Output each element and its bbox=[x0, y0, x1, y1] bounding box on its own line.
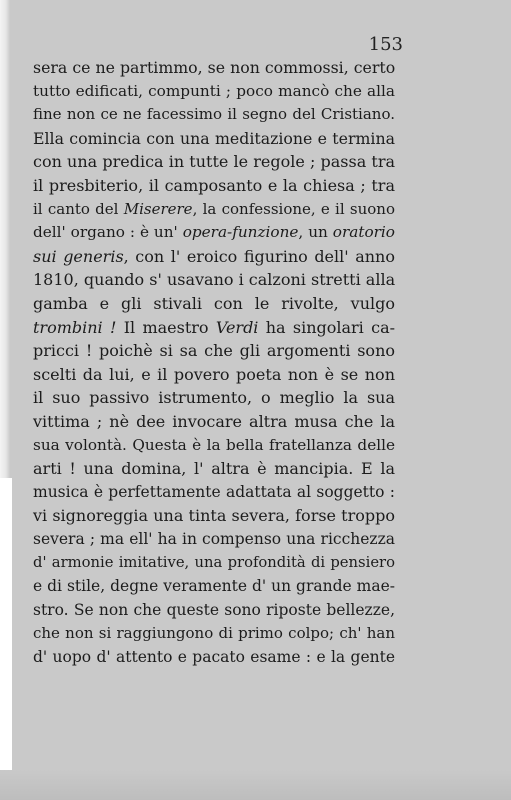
text-line: il presbiterio, il camposanto e la chiesa ; tra bbox=[33, 175, 395, 195]
text-line: sera ce ne partimmo, se non commossi, certo bbox=[33, 58, 396, 77]
text-line: trombini ! Il maestro Verdi ha singolari ca- bbox=[33, 317, 396, 337]
body-text bbox=[33, 56, 395, 669]
text-line: dell' organo : è un' opera-funzione, un oratorio bbox=[33, 223, 395, 242]
text-line: 1810, quando s' usavano i calzoni stretti alla bbox=[33, 270, 396, 290]
text-line: fine non ce ne facessimo il segno del Cristiano. bbox=[33, 105, 395, 124]
text-line: d' armonie imitative, una profondità di pensiero bbox=[33, 554, 395, 572]
text-line: sui generis, con l' eroico figurino dell' anno bbox=[33, 246, 395, 266]
text-line: Ella comincia con una meditazione e termina bbox=[33, 128, 395, 148]
text-line: sua volontà. Questa è la bella fratellanza delle bbox=[33, 435, 395, 454]
bottom-edge-shadow bbox=[0, 770, 511, 800]
left-edge-gap bbox=[0, 478, 12, 800]
text-line: pricci ! poichè si sa che gli argomenti sono bbox=[33, 341, 395, 361]
text-line: d' uopo d' attento e pacato esame : e la gente bbox=[33, 647, 395, 666]
text-line: tutto edificati, compunti ; poco mancò che alla bbox=[33, 81, 395, 100]
text-line: e di stile, degne veramente d' un grande mae- bbox=[33, 577, 395, 596]
page-number: 153 bbox=[368, 34, 403, 55]
text-line: vittima ; nè dee invocare altra musa che la bbox=[33, 411, 395, 431]
text-line: severa ; ma ell' ha in compenso una ricchezza bbox=[33, 529, 395, 548]
text-line: musica è perfettamente adattata al soggetto : bbox=[33, 482, 395, 501]
text-line: scelti da lui, e il povero poeta non è se non bbox=[33, 364, 395, 384]
text-line: con una predica in tutte le regole ; passa tra bbox=[33, 152, 395, 172]
text-line: il canto del Miserere, la confessione, e il suono bbox=[33, 199, 395, 218]
text-line: arti ! una domina, l' altra è mancipia. E la bbox=[33, 459, 395, 479]
text-line: gamba e gli stivali con le rivolte, vulgo bbox=[33, 293, 395, 313]
text-line: il suo passivo istrumento, o meglio la sua bbox=[33, 388, 395, 408]
text-line: vi signoreggia una tinta severa, forse troppo bbox=[33, 506, 395, 526]
text-line: stro. Se non che queste sono riposte bellezze, bbox=[33, 600, 395, 619]
text-line: che non si raggiungono di primo colpo; ch' han bbox=[33, 624, 395, 643]
